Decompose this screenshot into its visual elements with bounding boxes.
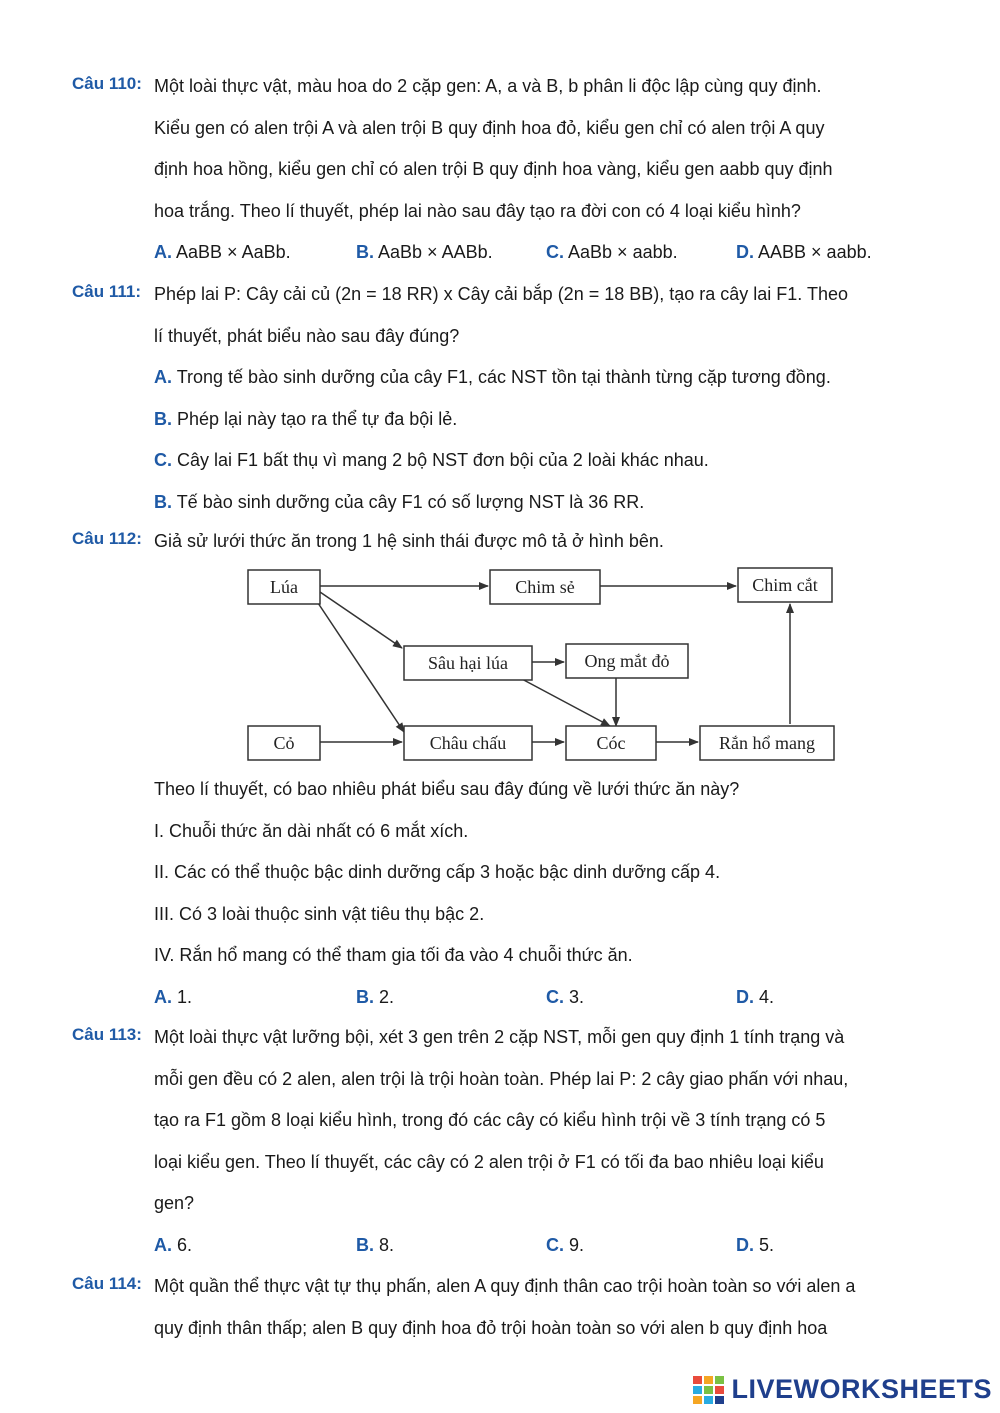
option-d[interactable]: B. Tế bào sinh dưỡng của cây F1 có số lượng NST là 36 RR. xyxy=(154,491,645,512)
question-111 xyxy=(72,274,932,523)
food-web-arrows xyxy=(316,586,790,742)
option-b[interactable]: B. Phép lại này tạo ra thể tự đa bội lẻ. xyxy=(154,408,458,429)
question-body xyxy=(154,769,932,1018)
node-coc: Cóc xyxy=(596,733,626,753)
option-a[interactable]: A. Trong tế bào sinh dưỡng của cây F1, các NST tồn tại thành từng cặp tương đồng. xyxy=(154,367,831,387)
question-112-body xyxy=(72,769,932,1018)
statement-1: I. Chuỗi thức ăn dài nhất có 6 mắt xích. xyxy=(154,820,469,841)
question-label: Câu 114: xyxy=(72,1274,142,1293)
question-text-line: Phép lai P: Cây cải củ (2n = 18 RR) x Cây cải bắp (2n = 18 BB), tạo ra cây lai F1. Theo xyxy=(154,284,849,304)
question-113 xyxy=(72,1017,932,1266)
option-b[interactable]: B. 8. xyxy=(356,1234,395,1255)
option-d[interactable]: D. AABB × aabb. xyxy=(736,242,872,262)
statement-2: II. Các có thể thuộc bậc dinh dưỡng cấp 3 hoặc bậc dinh dưỡng cấp 4. xyxy=(154,862,721,882)
question-text-line: Giả sử lưới thức ăn trong 1 hệ sinh thái được mô tả ở hình bên. xyxy=(154,531,664,551)
option-d[interactable]: D. 4. xyxy=(736,986,775,1007)
liveworksheets-brand: LIVEWORKSHEETS xyxy=(731,1374,992,1404)
option-b[interactable]: B. 2. xyxy=(356,986,395,1007)
question-text-line: quy định thân thấp; alen B quy định hoa đỏ trội hoàn toàn so với alen b quy định hoa xyxy=(154,1317,828,1338)
node-lua: Lúa xyxy=(270,577,298,597)
question-text-line: mỗi gen đều có 2 alen, alen trội là trội hoàn toàn. Phép lai P: 2 cây giao phấn với nhau, xyxy=(154,1068,849,1089)
option-d[interactable]: D. 5. xyxy=(736,1234,775,1255)
question-text-line: Một loài thực vật lưỡng bội, xét 3 gen trên 2 cặp NST, mỗi gen quy định 1 tính trạng và xyxy=(154,1027,845,1047)
node-sau-hai-lua: Sâu hại lúa xyxy=(428,653,508,673)
question-body xyxy=(154,66,932,274)
node-co: Cỏ xyxy=(273,733,295,753)
answer-options xyxy=(154,977,932,1019)
question-text-line: định hoa hồng, kiểu gen chỉ có alen trội B quy định hoa vàng, kiểu gen aabb quy định xyxy=(154,159,833,179)
question-label: Câu 110: xyxy=(72,74,142,93)
liveworksheets-grid-icon xyxy=(693,1376,725,1404)
question-114 xyxy=(72,1266,932,1349)
question-text-line: Theo lí thuyết, có bao nhiêu phát biểu sau đây đúng về lưới thức ăn này? xyxy=(154,779,740,799)
question-label: Câu 113: xyxy=(72,1025,142,1044)
option-c[interactable]: C. 3. xyxy=(546,986,585,1007)
option-c[interactable]: C. 9. xyxy=(546,1234,585,1255)
node-ong-mat-do: Ong mắt đỏ xyxy=(584,651,670,671)
node-chau-chau: Châu chấu xyxy=(429,733,507,753)
statement-3: III. Có 3 loài thuộc sinh vật tiêu thụ bậc 2. xyxy=(154,903,485,924)
question-110 xyxy=(72,66,932,274)
answer-options xyxy=(154,232,932,274)
node-chim-cat: Chim cắt xyxy=(752,575,818,595)
question-body xyxy=(154,1266,932,1349)
answer-options xyxy=(154,1225,932,1267)
question-112 xyxy=(72,521,932,563)
food-web-diagram xyxy=(244,564,840,764)
node-chim-se: Chim sẻ xyxy=(515,577,575,597)
question-text-line: Một loài thực vật, màu hoa do 2 cặp gen: A, a và B, b phân li độc lập cùng quy định. xyxy=(154,76,822,96)
arrow-sau-coc xyxy=(520,678,610,726)
option-a[interactable]: A. 1. xyxy=(154,986,193,1007)
question-text-line: Kiểu gen có alen trội A và alen trội B quy định hoa đỏ, kiểu gen chỉ có alen trội A quy xyxy=(154,117,825,138)
option-c[interactable]: C. AaBb × aabb. xyxy=(546,242,678,262)
question-body xyxy=(154,274,932,523)
option-b[interactable]: B. AaBb × AABb. xyxy=(356,242,493,262)
question-body xyxy=(154,521,932,563)
question-text-line: hoa trắng. Theo lí thuyết, phép lai nào sau đây tạo ra đời con có 4 loại kiểu hình? xyxy=(154,200,801,221)
arrow-lua-sau xyxy=(320,592,402,648)
question-text-line: lí thuyết, phát biểu nào sau đây đúng? xyxy=(154,325,460,346)
node-ran-ho-mang: Rắn hổ mang xyxy=(719,733,815,753)
option-c[interactable]: C. Cây lai F1 bất thụ vì mang 2 bộ NST đơn bội của 2 loài khác nhau. xyxy=(154,450,709,470)
question-text-line: tạo ra F1 gồm 8 loại kiểu hình, trong đó các cây có kiểu hình trội về 3 tính trạng có 5 xyxy=(154,1110,826,1130)
question-text-line: gen? xyxy=(154,1193,195,1213)
question-label: Câu 112: xyxy=(72,529,142,548)
option-a[interactable]: A. 6. xyxy=(154,1234,193,1255)
question-text-line: Một quần thể thực vật tự thụ phấn, alen A quy định thân cao trội hoàn toàn so với alen a xyxy=(154,1276,856,1296)
question-text-line: loại kiểu gen. Theo lí thuyết, các cây có 2 alen trội ở F1 có tối đa bao nhiêu loại kiểu xyxy=(154,1151,824,1172)
statement-4: IV. Rắn hổ mang có thể tham gia tối đa vào 4 chuỗi thức ăn. xyxy=(154,945,633,965)
liveworksheets-logo xyxy=(693,1374,992,1405)
question-label: Câu 111: xyxy=(72,282,141,301)
question-body xyxy=(154,1017,932,1266)
option-a[interactable]: A. AaBB × AaBb. xyxy=(154,242,291,262)
